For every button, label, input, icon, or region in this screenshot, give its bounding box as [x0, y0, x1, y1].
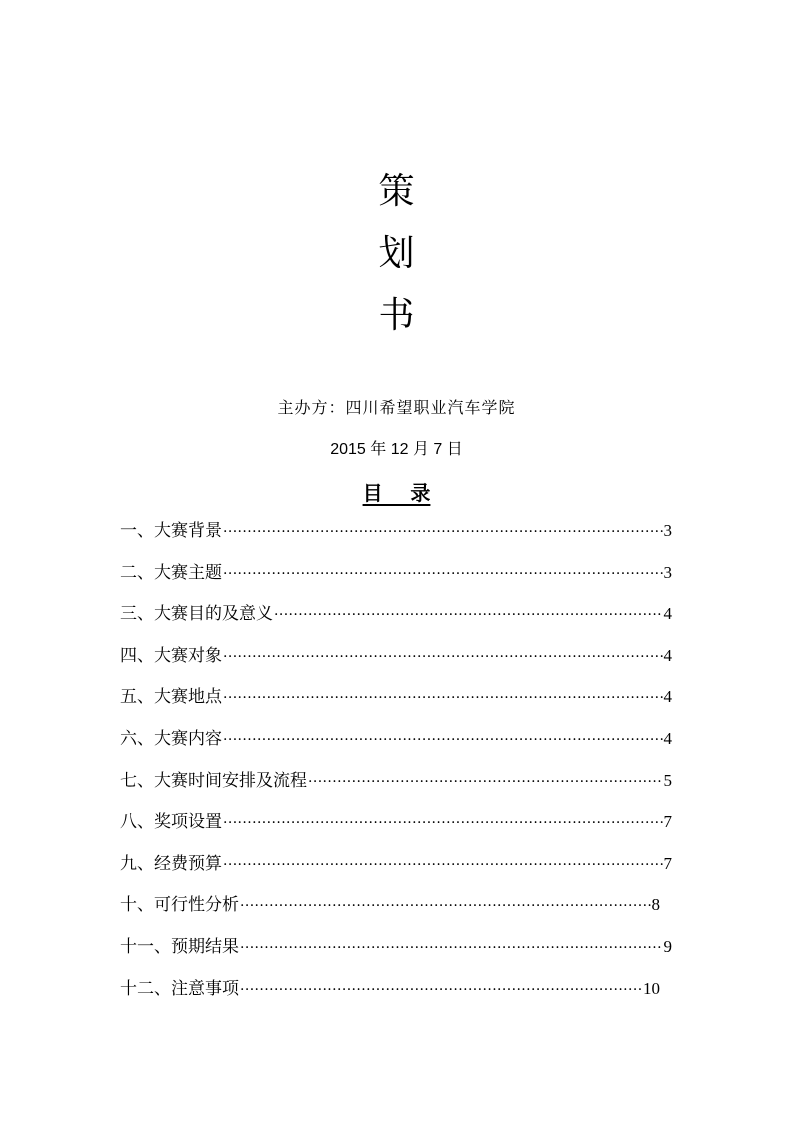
toc-leader-dots — [240, 935, 663, 961]
toc-entry[interactable] — [120, 851, 672, 893]
toc-entry-page: 4 — [663, 604, 672, 624]
toc-entry-page: 7 — [663, 812, 672, 832]
toc-entry-label: 九、经费预算 — [120, 853, 222, 874]
toc-entry-page: 3 — [663, 562, 672, 582]
toc-entry-label: 十、可行性分析 — [120, 895, 239, 916]
toc-entry[interactable] — [120, 601, 672, 643]
toc-leader-dots — [240, 977, 642, 1003]
title-char-1: 策 — [378, 171, 415, 212]
toc-leader-dots — [223, 852, 663, 878]
toc-entry[interactable] — [120, 726, 672, 768]
toc-entry[interactable] — [120, 892, 660, 934]
toc-leader-dots — [223, 727, 663, 753]
toc-entry[interactable] — [120, 684, 672, 726]
toc-leader-dots — [223, 685, 663, 711]
table-of-contents — [120, 518, 672, 1017]
toc-leader-dots — [308, 769, 663, 795]
toc-leader-dots — [223, 519, 663, 545]
toc-entry-page: 10 — [643, 978, 660, 998]
toc-leader-dots — [223, 810, 663, 836]
toc-entry-label: 八、奖项设置 — [120, 812, 222, 833]
title-char-3: 书 — [378, 295, 415, 336]
toc-entry[interactable] — [120, 809, 672, 851]
toc-heading-text: 目 录 — [362, 481, 431, 505]
toc-heading — [0, 478, 793, 508]
toc-entry-label: 十一、预期结果 — [120, 936, 239, 957]
toc-entry-label: 三、大赛目的及意义 — [120, 604, 273, 625]
title-char-2: 划 — [378, 233, 415, 274]
toc-leader-dots — [274, 602, 663, 628]
toc-entry-label: 二、大赛主题 — [120, 562, 222, 583]
toc-entry-page: 5 — [663, 770, 672, 790]
toc-entry-page: 7 — [663, 853, 672, 873]
toc-entry[interactable] — [120, 643, 672, 685]
toc-entry-page: 4 — [663, 645, 672, 665]
toc-entry[interactable] — [120, 768, 672, 810]
toc-entry[interactable] — [120, 518, 672, 560]
organizer-line: 主办方：四川希望职业汽车学院 — [277, 398, 516, 417]
toc-entry[interactable] — [120, 560, 672, 602]
toc-entry-page: 4 — [663, 687, 672, 707]
toc-leader-dots — [223, 561, 663, 587]
toc-entry[interactable] — [120, 976, 660, 1018]
toc-entry-label: 五、大赛地点 — [120, 687, 222, 708]
toc-entry-page: 9 — [663, 936, 672, 956]
toc-entry-page: 8 — [651, 895, 660, 915]
toc-entry-page: 3 — [663, 521, 672, 540]
toc-entry[interactable] — [120, 934, 672, 976]
toc-entry-label: 六、大赛内容 — [120, 728, 222, 749]
toc-entry-label: 七、大赛时间安排及流程 — [120, 770, 307, 791]
toc-entry-label: 四、大赛对象 — [120, 645, 222, 666]
toc-leader-dots — [223, 644, 663, 670]
toc-entry-page: 4 — [663, 728, 672, 748]
toc-leader-dots — [240, 893, 651, 919]
toc-entry-label: 一、大赛背景 — [120, 521, 222, 541]
document-date: 2015 年 12 月 7 日 — [330, 441, 463, 458]
toc-entry-label: 十二、注意事项 — [120, 978, 239, 999]
